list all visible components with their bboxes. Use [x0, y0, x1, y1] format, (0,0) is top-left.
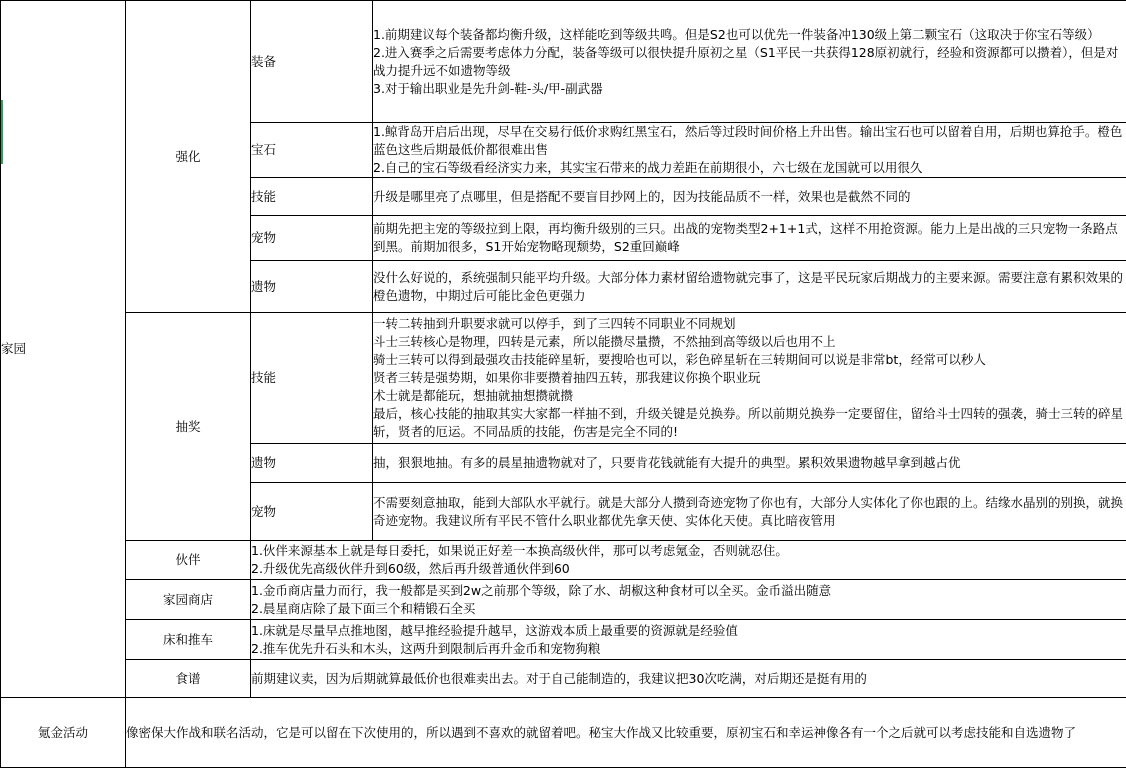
text-lottery-pet[interactable]: 不需要刻意抽取，能到大部队水平就行。就是大部分人攒到奇迹宠物了你也有，大部分人实体化了你也跟的上。结缘水晶别的别换，就换奇迹宠物。我建议所有平民不管什么职业都优先拿天使、实体化天使。真比暗夜管用 [373, 483, 1126, 541]
section-activity-cell[interactable]: 氪金活动 [1, 698, 126, 768]
table-row [1, 1, 1126, 123]
item-equipment[interactable]: 装备 [251, 1, 373, 123]
text-lottery-skill[interactable]: 一转二转抽到升职要求就可以停手，到了三四转不同职业不同规划 斗士三转核心是物理，四转是元素，所以能攒尽量攒，不然抽到高等级以后也用不上 骑士三转可以得到最强攻击技能碎星斩，要搜哈也可以，彩色碎星斩在三转期间可以说是非常bt，经常可以秒人 贤者三转是强势期，如果你非要攒着抽四五转，那我建议你换个职业玩 术士就是都能玩，想抽就抽想攒就攒 最后，核心技能的抽取其实大家都一样抽不到，升级关键是兑换券。所以前期兑换券一定要留住，留给斗士四转的强袭，骑士三转的碎星斩，贤者的厄运。不同品质的技能，伤害是完全不同的! [373, 313, 1126, 444]
table-row [1, 541, 1126, 580]
table-row [1, 660, 1126, 698]
text-skill[interactable]: 升级是哪里亮了点哪里，但是搭配不要盲目抄网上的，因为技能品质不一样，效果也是截然不同的 [373, 178, 1126, 216]
text-lottery-relic[interactable]: 抽，狠狠地抽。有多的晨星抽遗物就对了，只要肯花钱就能有大提升的典型。累积效果遗物越早拿到越占优 [373, 444, 1126, 483]
item-lottery-pet[interactable]: 宠物 [251, 483, 373, 541]
item-relic[interactable]: 遗物 [251, 261, 373, 313]
category-lottery[interactable]: 抽奖 [126, 313, 251, 541]
text-relic[interactable]: 没什么好说的，系统强制只能平均升级。大部分体力素材留给遗物就完事了，这是平民玩家后期战力的主要来源。需要注意有累积效果的橙色遗物，中期过后可能比金色更强力 [373, 261, 1126, 313]
text-home-shop[interactable]: 1.金币商店量力而行，我一般都是买到2w之前那个等级，除了水、胡椒这种食材可以全买。金币溢出随意 2.晨星商店除了最下面三个和精锻石全买 [251, 580, 1126, 620]
category-strengthen[interactable]: 强化 [126, 1, 251, 313]
item-pet[interactable]: 宠物 [251, 216, 373, 261]
category-partner[interactable]: 伙伴 [126, 541, 251, 580]
text-pet[interactable]: 前期先把主宠的等级拉到上限，再均衡升级别的三只。出战的宠物类型2+1+1式，这样不用抢资源。能力上是出战的三只宠物一条路点到黑。前期加很多，S1开始宠物略现颓势，S2重回巅峰 [373, 216, 1126, 261]
category-recipe[interactable]: 食谱 [126, 660, 251, 698]
text-equipment[interactable]: 1.前期建议每个装备都均衡升级，这样能吃到等级共鸣。但是S2也可以优先一件装备冲130级上第二颗宝石（这取决于你宝石等级） 2.进入赛季之后需要考虑体力分配，装备等级可以很快提升原初之星（S1平民一共获得128原初就行，经验和资源都可以攒着），但是对战力提升远不如遗物等级 3.对于输出职业是先升剑-鞋-头/甲-副武器 [373, 1, 1126, 123]
text-bed-cart[interactable]: 1.床就是尽量早点推地图，越早推经验提升越早，这游戏本质上最重要的资源就是经验值 2.推车优先升石头和木头，这两升到限制后再升金币和宠物狗粮 [251, 620, 1126, 660]
table-row [1, 580, 1126, 620]
item-skill[interactable]: 技能 [251, 178, 373, 216]
category-bed-cart[interactable]: 床和推车 [126, 620, 251, 660]
text-activity[interactable]: 像密保大作战和联名活动，它是可以留在下次使用的，所以遇到不喜欢的就留着吧。秘宝大作战又比较重要，原初宝石和幸运神像各有一个之后就可以考虑技能和自选遗物了 [126, 698, 1126, 768]
text-gem[interactable]: 1.鲸背岛开启后出现，尽早在交易行低价求购红黑宝石，然后等过段时间价格上升出售。输出宝石也可以留着自用，后期也算抢手。橙色蓝色这些后期最低价都很难出售 2.自己的宝石等级看经济实力来，其实宝石带来的战力差距在前期很小，六七级在龙国就可以用很久 [373, 123, 1126, 178]
text-recipe[interactable]: 前期建议卖，因为后期就算最低价也很难卖出去。对于自己能制造的，我建议把30次吃满，对后期还是挺有用的 [251, 660, 1126, 698]
item-lottery-relic[interactable]: 遗物 [251, 444, 373, 483]
table-row [1, 620, 1126, 660]
item-gem[interactable]: 宝石 [251, 123, 373, 178]
category-home-shop[interactable]: 家园商店 [126, 580, 251, 620]
section-home-cell[interactable]: 家园 [1, 1, 126, 698]
table-row [1, 313, 1126, 444]
item-lottery-skill[interactable]: 技能 [251, 313, 373, 444]
table-row [1, 698, 1126, 768]
text-partner[interactable]: 1.伙伴来源基本上就是每日委托，如果说正好差一本换高级伙伴，那可以考虑氪金，否则就忍住。 2.升级优先高级伙伴升到60级，然后再升级普通伙伴到60 [251, 541, 1126, 580]
